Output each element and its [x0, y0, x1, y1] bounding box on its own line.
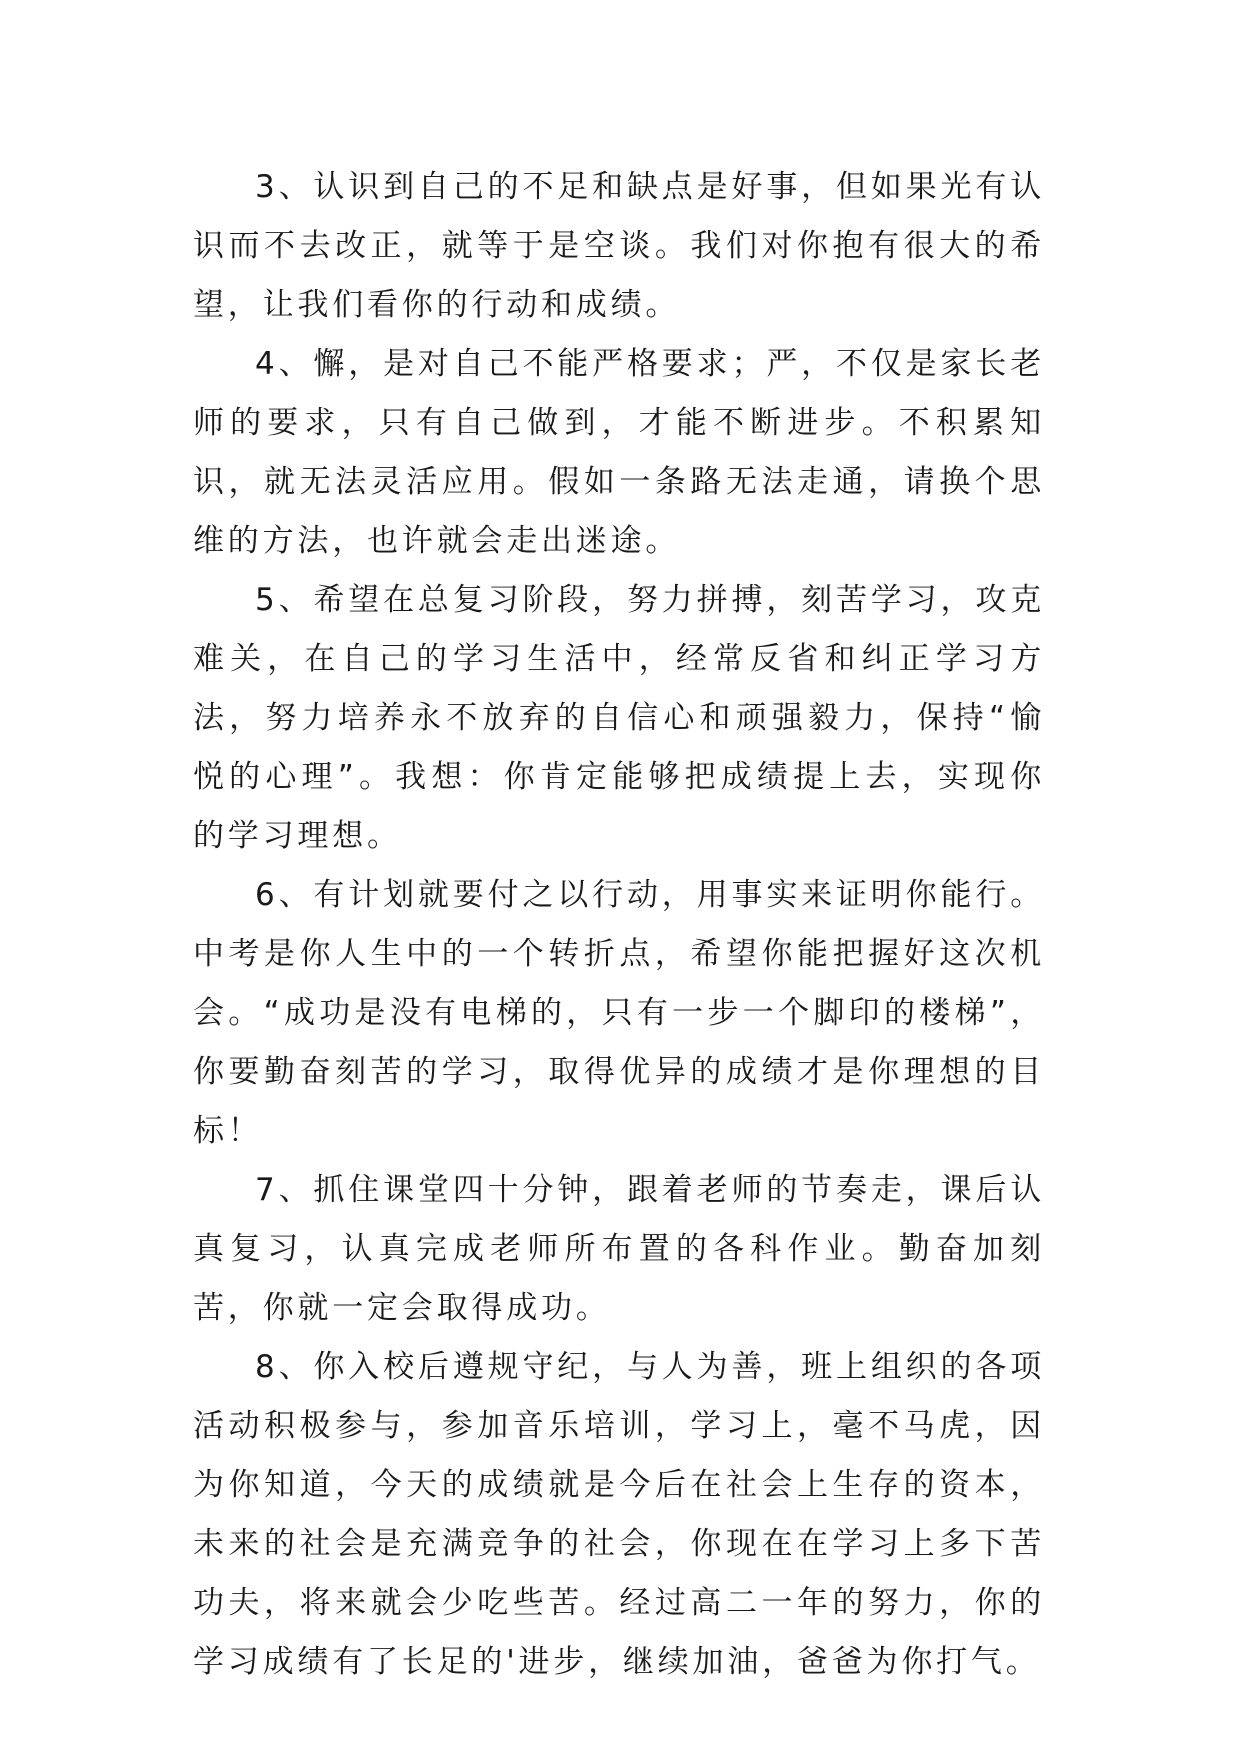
- paragraph-4: 4、懈，是对自己不能严格要求；严，不仅是家长老师的要求，只有自己做到，才能不断进步。不积累知识，就无法灵活应用。假如一条路无法走通，请换个思维的方法，也许就会走出迷途。: [193, 346, 1045, 559]
- document-body: [193, 158, 1045, 1692]
- paragraph-5: 5、希望在总复习阶段，努力拼搏，刻苦学习，攻克难关，在自己的学习生活中，经常反省和纠正学习方法，努力培养永不放弃的自信心和顽强毅力，保持“愉悦的心理”。我想：你肯定能够把成绩提上去，实现你的学习理想。: [193, 582, 1045, 854]
- paragraph-6: 6、有计划就要付之以行动，用事实来证明你能行。中考是你人生中的一个转折点，希望你能把握好这次机会。“成功是没有电梯的，只有一步一个脚印的楼梯”，你要勤奋刻苦的学习，取得优异的成绩才是你理想的目标！: [193, 877, 1045, 1149]
- paragraph-7: 7、抓住课堂四十分钟，跟着老师的节奏走，课后认真复习，认真完成老师所布置的各科作业。勤奋加刻苦，你就一定会取得成功。: [193, 1172, 1045, 1326]
- paragraph-8: 8、你入校后遵规守纪，与人为善，班上组织的各项活动积极参与，参加音乐培训，学习上，毫不马虎，因为你知道，今天的成绩就是今后在社会上生存的资本，未来的社会是充满竞争的社会，你现在在学习上多下苦功夫，将来就会少吃些苦。经过高二一年的努力，你的学习成绩有了长足的'进步，继续加油，爸爸为你打气。: [193, 1349, 1045, 1680]
- paragraph-3: 3、认识到自己的不足和缺点是好事，但如果光有认识而不去改正，就等于是空谈。我们对你抱有很大的希望，让我们看你的行动和成绩。: [193, 169, 1045, 323]
